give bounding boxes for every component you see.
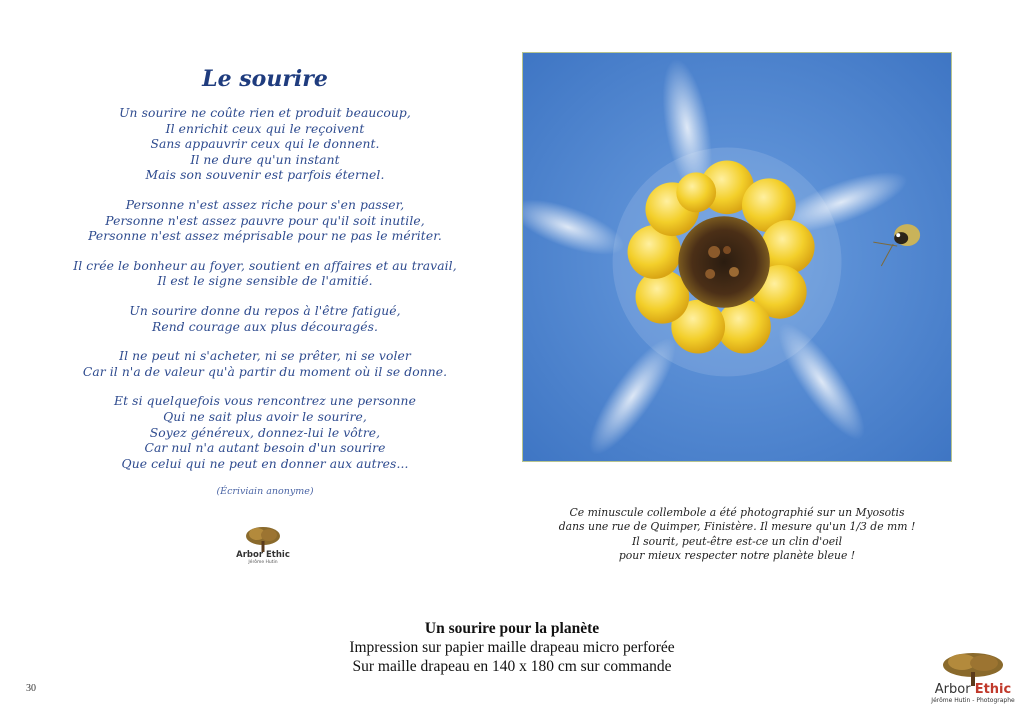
arbor-ethic-logo-large — [925, 652, 1021, 720]
poem-line: Car il n'a de valeur qu'à partir du moment où il se donne. — [82, 364, 448, 379]
poem-line: Et si quelquefois vous rencontrez une personne — [114, 394, 416, 409]
poem-line: Que celui qui ne peut en donner aux autres... — [121, 456, 409, 471]
caption-line: pour mieux respecter notre planète bleue ! — [618, 549, 856, 563]
page-number: 30 — [26, 683, 36, 694]
poem-stanza — [30, 198, 500, 245]
poem-line: Il ne dure qu'un instant — [190, 152, 340, 167]
arbor-ethic-logo-small — [233, 526, 293, 572]
poem-line: Il ne peut ni s'acheter, ni se prêter, ni se voler — [119, 349, 411, 364]
poem-line: Un sourire donne du repos à l'être fatigué, — [129, 303, 401, 318]
poem-line: Personne n'est assez pauvre pour qu'il soit inutile, — [105, 213, 425, 228]
logo-large-brand — [925, 682, 1021, 697]
poem-stanza — [30, 349, 500, 380]
poem-stanza — [30, 106, 500, 184]
logo-brand-ethic: Ethic — [974, 682, 1012, 697]
poem-stanza — [30, 394, 500, 472]
tree-icon — [940, 652, 1006, 686]
caption-line: Il sourit, peut-être est-ce un clin d'oeil — [631, 534, 843, 548]
caption-line: Ce minuscule collembole a été photographié sur un Myosotis — [569, 506, 905, 519]
tree-icon — [243, 526, 283, 552]
photo-caption — [522, 506, 952, 564]
poem-title: Le sourire — [202, 66, 328, 92]
poem-line: Il est le signe sensible de l'amitié. — [157, 274, 373, 289]
product-description — [300, 619, 724, 676]
poem-line: Un sourire ne coûte rien et produit beaucoup, — [119, 106, 411, 120]
poem-line: Il enrichit ceux qui le reçoivent — [165, 121, 365, 136]
logo-large-sub: Jérôme Hutin - Photographe — [931, 697, 1015, 704]
logo-small-sub: Jérôme Hutin — [248, 560, 278, 565]
poem-line: Personne n'est assez méprisable pour ne pas le mériter. — [88, 229, 442, 244]
poem-line: Car nul n'a autant besoin d'un sourire — [144, 441, 386, 456]
poem-line: Soyez généreux, donnez-lui le vôtre, — [149, 425, 381, 440]
product-line-2: Sur maille drapeau en 140 x 180 cm sur commande — [352, 658, 672, 675]
product-title: Un sourire pour la planète — [424, 620, 600, 637]
poem-line: Il crée le bonheur au foyer, soutient en affaires et au travail, — [73, 258, 457, 273]
poem-line: Sans appauvrir ceux qui le donnent. — [150, 137, 380, 152]
poem-line: Personne n'est assez riche pour s'en passer, — [125, 197, 405, 212]
flower-photo — [522, 52, 952, 462]
poem-line: Mais son souvenir est parfois éternel. — [145, 168, 385, 183]
caption-line: dans une rue de Quimper, Finistère. Il mesure qu'un 1/3 de mm ! — [558, 520, 916, 534]
poem-line: Qui ne sait plus avoir le sourire, — [163, 409, 367, 424]
product-line-1: Impression sur papier maille drapeau micro perforée — [349, 639, 675, 656]
poem-attribution: (Écriviain anonyme) — [216, 486, 314, 498]
poem-stanza — [30, 304, 500, 335]
logo-brand-arbor: Arbor — [934, 682, 971, 697]
poem-block — [30, 60, 500, 497]
poem-line: Rend courage aux plus découragés. — [152, 319, 378, 334]
poem-stanzas — [30, 106, 500, 472]
myosotis-flower-image — [523, 53, 951, 461]
logo-small-brand: Arbor Ethic — [236, 550, 290, 560]
poem-stanza — [30, 259, 500, 290]
